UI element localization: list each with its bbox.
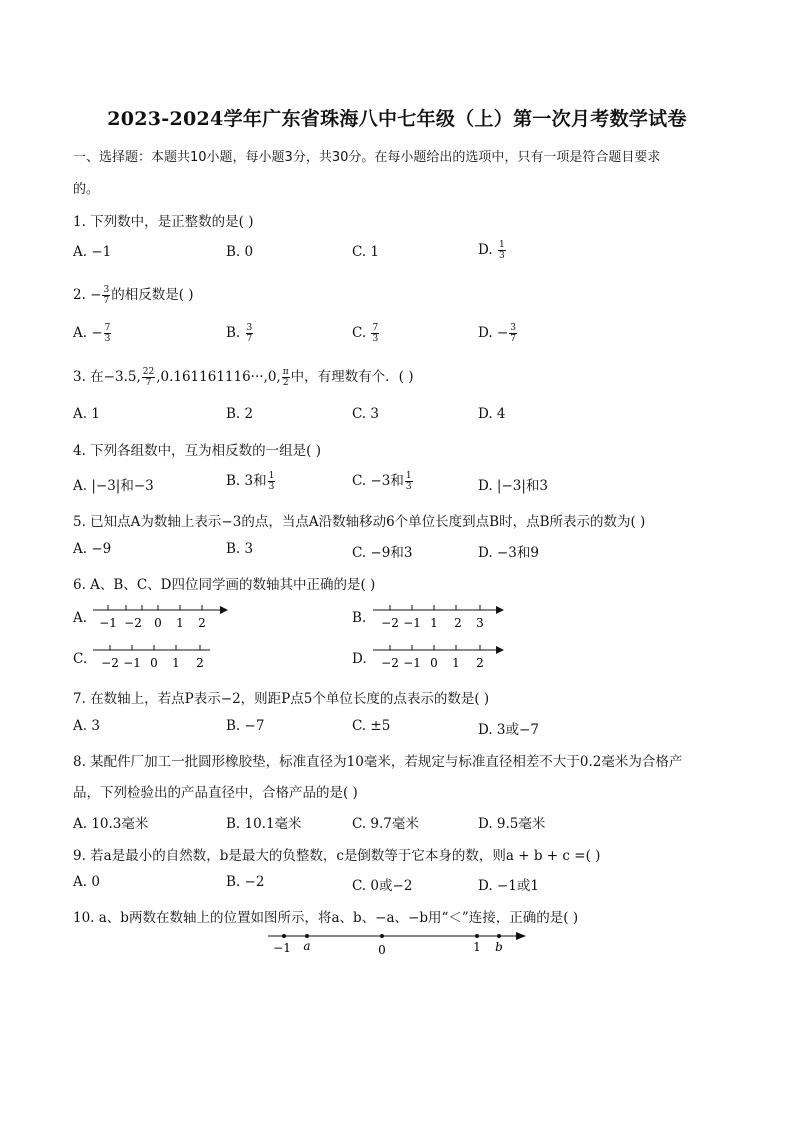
point-one: [475, 934, 479, 938]
option-label: A. −: [73, 325, 103, 341]
tick-label: −1: [99, 616, 117, 630]
tick-label: −2: [101, 656, 119, 670]
axis-arrow: [516, 932, 526, 940]
q2-stem-suffix: 的相反数是( ): [111, 287, 194, 303]
q3-option-b: B. 2: [226, 406, 254, 422]
q3-stem-middle: ,0.161161116···,0,: [156, 369, 281, 385]
q8-option-d: D. 9.5毫米: [478, 816, 546, 832]
q6-option-c: C.: [73, 651, 88, 667]
fraction-denominator: 7: [510, 334, 516, 344]
q7-option-c: C. ±5: [352, 718, 391, 734]
tick-label: 1: [430, 616, 438, 630]
fraction-denominator: 3: [268, 482, 275, 492]
fraction-numerator: 7: [372, 323, 379, 333]
fraction-numerator: π: [282, 367, 289, 377]
fraction-numerator: 22: [142, 367, 155, 377]
tick-label: 2: [476, 656, 484, 670]
q3-stem: [73, 365, 413, 388]
q9-option-c: C. 0或−2: [352, 878, 413, 894]
q6-option-b: B.: [352, 610, 367, 626]
q10-stem: 10. a、b两数在数轴上的位置如图所示，将a、b、−a、−b用“＜”连接，正确的是( ): [73, 910, 579, 926]
q7-option-b: B. −7: [226, 718, 265, 734]
q3-stem-fraction-2: [282, 367, 290, 388]
q1-option-d: [478, 240, 507, 261]
tick-label: −1: [123, 656, 141, 670]
option-fraction: [246, 323, 254, 344]
fraction-numerator: 1: [268, 471, 275, 481]
q1-option-a: A. −1: [73, 244, 112, 260]
q8-stem-line2: 品，下列检验出的产品直径中，合格产品的是( ): [73, 785, 358, 801]
q2-stem-fraction: [102, 285, 110, 306]
point-a: [305, 934, 309, 938]
section-instruction-line1: 一、选择题：本题共10小题，每小题3分，共30分。在每小题给出的选项中，只有一项是符合题目要求: [73, 150, 661, 165]
fraction-denominator: 3: [372, 334, 379, 344]
q2-stem-prefix: 2. −: [73, 287, 102, 303]
axis-label-one: 1: [473, 940, 481, 954]
section-instruction-line2: 的。: [73, 182, 100, 197]
q3-option-a: A. 1: [73, 406, 100, 422]
option-label: C. −3和: [352, 473, 404, 489]
option-label: B.: [226, 325, 245, 341]
q2-option-d: [478, 323, 518, 344]
point-minus-one: [282, 934, 286, 938]
q9-option-a: A. 0: [73, 874, 100, 890]
q4-option-a: A. |−3|和−3: [73, 478, 154, 494]
q3-stem-suffix: 中，有理数有个．( ): [290, 369, 414, 385]
fraction-denominator: 2: [282, 378, 289, 388]
q4-option-b: [226, 469, 276, 492]
q3-stem-fraction-1: [142, 367, 155, 388]
axis-label-zero: 0: [378, 943, 386, 957]
q8-option-b: B. 10.1毫米: [226, 816, 302, 832]
tick-label: −1: [403, 616, 421, 630]
q4-option-c: [352, 469, 414, 492]
fraction-numerator: 3: [103, 285, 110, 295]
tick-label: 0: [154, 616, 162, 630]
tick-label: 0: [150, 656, 158, 670]
tick-label: −1: [403, 656, 421, 670]
q2-stem: [73, 283, 194, 306]
option-label: D. −: [478, 325, 509, 341]
exam-title: 2023-2024学年广东省珠海八中七年级（上）第一次月考数学试卷: [107, 108, 687, 130]
q5-stem: 5. 已知点A为数轴上表示−3的点，当点A沿数轴移动6个单位长度到点B时，点B所表示的数为( ): [73, 514, 646, 530]
q3-option-d: D. 4: [478, 406, 506, 422]
tick-label: 1: [172, 656, 180, 670]
axis-label-b: b: [495, 940, 503, 954]
q8-option-a: A. 10.3毫米: [73, 816, 149, 832]
q1-option-d-label: D.: [478, 242, 497, 258]
axis-arrow: [496, 646, 504, 654]
option-label: B. 3和: [226, 473, 267, 489]
q6-axis-b: [370, 598, 510, 634]
fraction-numerator: 1: [498, 240, 505, 250]
q9-stem: 9. 若a是最小的自然数，b是最大的负整数，c是倒数等于它本身的数，则a + b + c =( ): [73, 848, 601, 864]
q1-option-c: C. 1: [352, 244, 380, 260]
tick-label: 3: [476, 616, 484, 630]
q1-option-b: B. 0: [226, 244, 254, 260]
axis-arrow: [220, 606, 228, 614]
q2-option-b: [226, 323, 254, 344]
q2-option-c: [352, 323, 380, 344]
q5-option-b: B. 3: [226, 541, 254, 557]
q4-option-d: D. |−3|和3: [478, 478, 549, 494]
fraction-numerator: 3: [246, 323, 253, 333]
tick-label: −2: [124, 616, 142, 630]
tick-label: 2: [196, 656, 204, 670]
fraction-numerator: 1: [405, 471, 412, 481]
fraction-denominator: 7: [246, 334, 253, 344]
fraction-denominator: 7: [145, 378, 152, 388]
q5-option-c: C. −9和3: [352, 545, 413, 561]
q6-axis-c: [90, 638, 230, 674]
q6-option-a: A.: [73, 610, 88, 626]
tick-label: 2: [198, 616, 206, 630]
point-zero: [380, 934, 384, 938]
q6-stem: 6. A、B、C、D四位同学画的数轴其中正确的是( ): [73, 577, 376, 593]
tick-label: −2: [381, 616, 399, 630]
q9-option-d: D. −1或1: [478, 878, 539, 894]
tick-label: 0: [430, 656, 438, 670]
q5-option-a: A. −9: [73, 541, 112, 557]
q5-option-d: D. −3和9: [478, 545, 539, 561]
axis-label-minus-one: −1: [273, 941, 291, 955]
option-label: C.: [352, 325, 371, 341]
q8-stem-line1: 8. 某配件厂加工一批圆形橡胶垫，标准直径为10毫米，若规定与标准直径相差不大于0.2毫米为合格产: [73, 754, 683, 770]
axis-label-a: a: [303, 939, 311, 953]
q1-option-d-fraction: [498, 240, 506, 261]
q1-stem: 1. 下列数中，是正整数的是( ): [73, 214, 254, 230]
q6-axis-a: [90, 598, 230, 634]
option-fraction: [509, 323, 517, 344]
fraction-denominator: 3: [104, 334, 111, 344]
q2-option-a: [73, 323, 112, 344]
q6-axis-d: [370, 638, 510, 674]
q7-option-d: D. 3或−7: [478, 722, 539, 738]
q3-stem-prefix: 3. 在−3.5,: [73, 369, 141, 385]
tick-label: 2: [454, 616, 462, 630]
fraction-denominator: 3: [498, 251, 505, 261]
q9-option-b: B. −2: [226, 874, 265, 890]
q3-option-c: C. 3: [352, 406, 380, 422]
tick-label: 1: [176, 616, 184, 630]
fraction-numerator: 3: [510, 323, 516, 333]
q7-stem: 7. 在数轴上，若点P表示−2，则距P点5个单位长度的点表示的数是( ): [73, 691, 490, 707]
axis-arrow: [496, 606, 504, 614]
option-fraction: [405, 471, 413, 492]
fraction-denominator: 3: [405, 482, 412, 492]
option-fraction: [371, 323, 379, 344]
q10-number-line: [262, 926, 532, 958]
fraction-denominator: 7: [103, 296, 110, 306]
q6-option-d: D.: [352, 651, 367, 667]
tick-label: 1: [452, 656, 460, 670]
point-b: [497, 934, 501, 938]
option-fraction: [104, 323, 112, 344]
option-fraction: [268, 471, 276, 492]
q7-option-a: A. 3: [73, 718, 100, 734]
q4-stem: 4. 下列各组数中，互为相反数的一组是( ): [73, 443, 321, 459]
tick-label: −2: [381, 656, 399, 670]
fraction-numerator: 7: [104, 323, 111, 333]
q8-option-c: C. 9.7毫米: [352, 816, 419, 832]
